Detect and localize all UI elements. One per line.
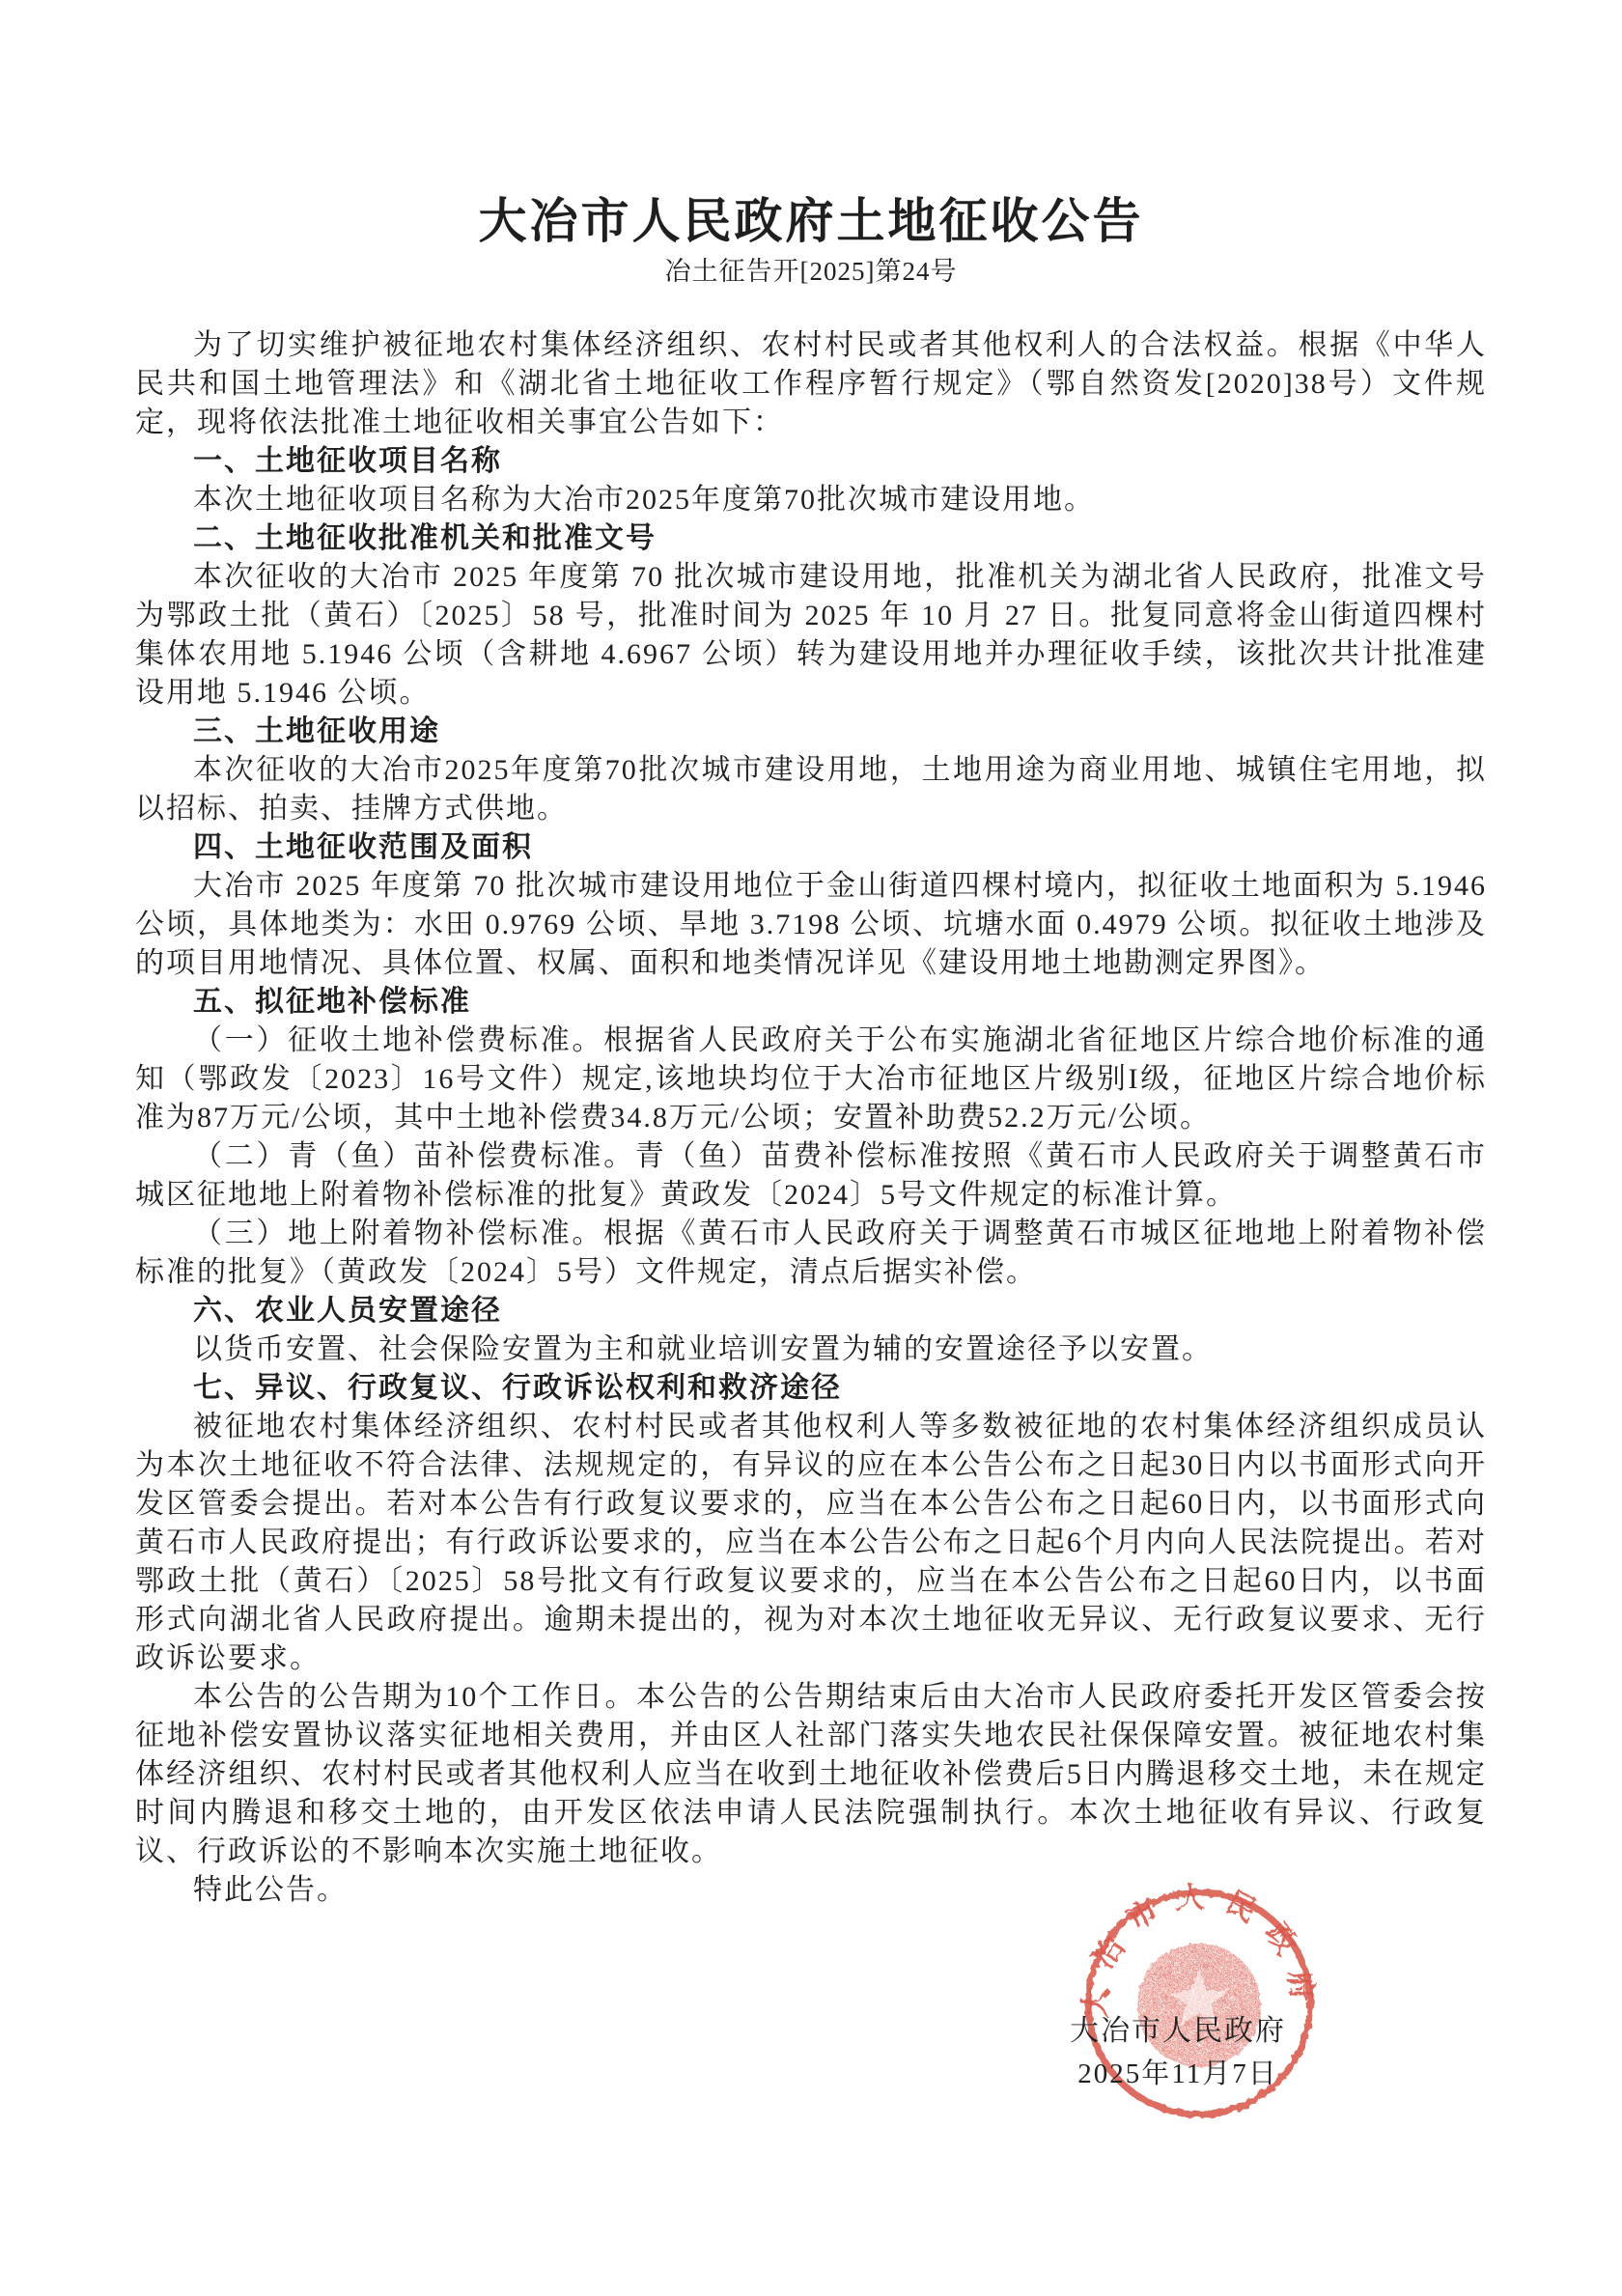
doc-number: 冶土征告开[2025]第24号 xyxy=(664,257,958,286)
document-body xyxy=(135,326,1487,1910)
section-heading-5: 五、拟征地补偿标准 xyxy=(193,986,471,1018)
section-paragraph: 本次征收的大冶市2025年度第70批次城市建设用地，土地用途为商业用地、城镇住宅用地，拟以招标、拍卖、挂牌方式供地。 xyxy=(135,754,1487,825)
section-heading-4: 四、土地征收范围及面积 xyxy=(193,831,533,863)
seal-arc-text: 大冶市人民政府 xyxy=(1077,1881,1321,2019)
signature-date: 2025年11月7日 xyxy=(1077,2058,1278,2089)
section-paragraph: 本公告的公告期为10个工作日。本公告的公告期结束后由大冶市人民政府委托开发区管委会按征地补偿安置协议落实征地相关费用，并由区人社部门落实失地农民社保保障安置。被征地农村集体经济组织、农村村民或者其他权利人应当在收到土地征收补偿费后5日内腾退移交土地，未在规定时间内腾退和移交土地的，由开发区依法申请人民法院强制执行。本次土地征收有异议、行政复议、行政诉讼的不影响本次实施土地征收。 xyxy=(135,1681,1487,1867)
section-paragraph: （一）征收土地补偿费标准。根据省人民政府关于公布实施湖北省征地区片综合地价标准的通知（鄂政发〔2023〕16号文件）规定,该地块均位于大冶市征地区片级别I级，征地区片综合地价标准为87万元/公顷，其中土地补偿费34.8万元/公顷；安置补助费52.2万元/公顷。 xyxy=(135,1024,1487,1134)
section-heading-7: 七、异议、行政复议、行政诉讼权利和救济途径 xyxy=(193,1372,842,1404)
section-paragraph: （三）地上附着物补偿标准。根据《黄石市人民政府关于调整黄石市城区征地地上附着物补偿标准的批复》（黄政发〔2024〕5号）文件规定，清点后据实补偿。 xyxy=(135,1218,1487,1288)
section-paragraph: 大冶市 2025 年度第 70 批次城市建设用地位于金山街道四棵村境内，拟征收土地面积为 5.1946 公顷，具体地类为：水田 0.9769 公顷、旱地 3.7198 公顷、坑塘水面 0.4979 公顷。拟征收土地涉及的项目用地情况、具体位置、权属、面积和地类情况详见《建设用地土地勘测定界图》。 xyxy=(135,870,1487,979)
section-paragraph: 被征地农村集体经济组织、农村村民或者其他权利人等多数被征地的农村集体经济组织成员认为本次土地征收不符合法律、法规规定的，有异议的应在本公告公布之日起30日内以书面形式向开发区管委会提出。若对本公告有行政复议要求的，应当在本公告公布之日起60日内，以书面形式向黄石市人民政府提出；有行政诉讼要求的，应当在本公告公布之日起6个月内向人民法院提出。若对鄂政土批（黄石）〔2025〕58号批文有行政复议要求的，应当在本公告公布之日起60日内，以书面形式向湖北省人民政府提出。逾期未提出的，视为对本次土地征收无异议、无行政复议要求、无行政诉讼要求。 xyxy=(135,1411,1487,1674)
signature-block xyxy=(1064,2010,1292,2095)
section-paragraph: （二）青（鱼）苗补偿费标准。青（鱼）苗费补偿标准按照《黄石市人民政府关于调整黄石市城区征地地上附着物补偿标准的批复》黄政发〔2024〕5号文件规定的标准计算。 xyxy=(135,1140,1487,1211)
section-paragraph: 以货币安置、社会保险安置为主和就业培训安置为辅的安置途径予以安置。 xyxy=(193,1333,1213,1365)
closing-paragraph: 特此公告。 xyxy=(193,1874,348,1906)
document-title: 大冶市人民政府土地征收公告 xyxy=(478,194,1144,248)
section-heading-3: 三、土地征收用途 xyxy=(193,715,440,747)
intro-paragraph: 为了切实维护被征地农村集体经济组织、农村村民或者其他权利人的合法权益。根据《中华人民共和国土地管理法》和《湖北省土地征收工作程序暂行规定》（鄂自然资发[2020]38号）文件规定，现将依法批准土地征收相关事宜公告如下： xyxy=(135,329,1487,438)
section-heading-1: 一、土地征收项目名称 xyxy=(193,445,502,477)
section-heading-6: 六、农业人员安置途径 xyxy=(193,1295,502,1327)
section-paragraph: 本次土地征收项目名称为大冶市2025年度第70批次城市建设用地。 xyxy=(193,484,1095,516)
document-content xyxy=(135,195,1487,1910)
section-paragraph: 本次征收的大冶市 2025 年度第 70 批次城市建设用地，批准机关为湖北省人民政府，批准文号为鄂政土批（黄石）〔2025〕58 号，批准时间为 2025 年 10 月 27 日。批复同意将金山街道四棵村集体农用地 5.1946 公顷（含耕地 4.6967 公顷）转为建设用地并办理征收手续，该批次共计批准建设用地 5.1946 公顷。 xyxy=(135,561,1487,709)
signature-issuer: 大冶市人民政府 xyxy=(1070,2015,1286,2047)
section-heading-2: 二、土地征收批准机关和批准文号 xyxy=(193,522,657,554)
